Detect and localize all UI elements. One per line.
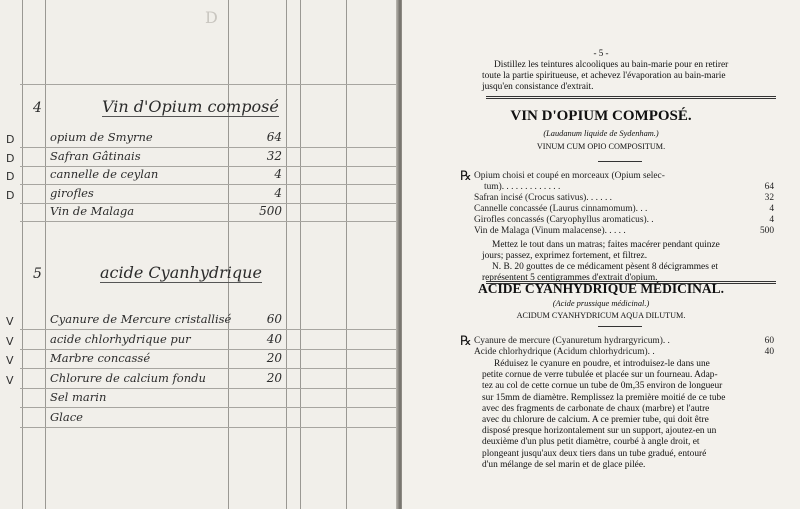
page-number: - 5 - xyxy=(593,48,609,58)
page-letter: D xyxy=(205,8,218,27)
margin-check-mark: V xyxy=(6,373,14,387)
body-line: petite cornue de verre tubulée et placée sur un fourneau. Adap- xyxy=(482,370,718,381)
ingredient-name: Vin de Malaga xyxy=(50,204,135,218)
column-rule xyxy=(228,0,229,509)
ingredient-row xyxy=(474,215,774,226)
ingredient-quantity: 4 xyxy=(769,204,774,214)
ingredient-name: Opium choisi et coupé en morceaux (Opium selec- xyxy=(474,171,665,181)
ingredient-quantity: 20 xyxy=(266,370,282,385)
ingredient-name: Cyanure de mercure (Cyanuretum hydrargyricum). . xyxy=(474,336,670,346)
recipe-title: Vin d'Opium composé xyxy=(102,97,279,116)
ledger-line xyxy=(20,349,398,350)
ingredient-quantity: 500 xyxy=(259,204,282,218)
ingredient-quantity: 4 xyxy=(274,167,282,181)
section-title: VIN D'OPIUM COMPOSÉ. xyxy=(510,108,692,124)
recipe-symbol: ℞ xyxy=(460,168,472,183)
recipe-symbol: ℞ xyxy=(460,333,472,348)
ledger-line xyxy=(20,329,398,330)
column-rule xyxy=(346,0,347,509)
body-line: d'un mélange de sel marin et de glace pilée. xyxy=(482,459,646,470)
column-rule xyxy=(300,0,301,509)
ingredient-name: cannelle de ceylan xyxy=(50,167,159,181)
column-rule xyxy=(286,0,287,509)
ledger-line xyxy=(20,368,398,369)
ingredient-quantity: 60 xyxy=(266,312,282,326)
ingredient-name: Cyanure de Mercure cristallisé xyxy=(50,312,232,326)
ingredient-name: Acide chlorhydrique (Acidum chlorhydricum). . xyxy=(474,347,655,357)
ingredient-name: acide chlorhydrique pur xyxy=(50,331,191,346)
section-latin-name: VINUM CUM OPIO COMPOSITUM. xyxy=(536,142,666,151)
ingredient-quantity: 40 xyxy=(266,331,282,346)
ingredient-quantity: 40 xyxy=(764,347,774,357)
ledger-line xyxy=(20,407,398,408)
body-line: disposé presque horizontalement sur un support, ajoutez-en un xyxy=(482,426,717,437)
ingredient-quantity: 64 xyxy=(266,130,282,144)
ingredient-row xyxy=(474,347,774,358)
ingredient-row xyxy=(474,182,774,193)
body-line: avec des fragments de carbonate de chaux (marbre) et l'autre xyxy=(482,403,710,414)
ingredient-row xyxy=(474,204,774,215)
ingredient-row xyxy=(474,171,774,182)
ingredient-quantity: 64 xyxy=(764,182,774,192)
recipe-number: 5 xyxy=(33,266,42,282)
recipe-title: acide Cyanhydrique xyxy=(100,263,262,282)
section-divider xyxy=(486,96,776,97)
margin-check-mark: V xyxy=(6,354,14,367)
section-subtitle: (Laudanum liquide de Sydenham.) xyxy=(543,129,659,138)
ingredient-name: girofles xyxy=(50,185,94,200)
section-subtitle: (Acide prussique médicinal.) xyxy=(552,299,650,308)
margin-check-mark: D xyxy=(6,133,15,146)
ingredient-name: Glace xyxy=(50,409,83,424)
body-line: tez au col de cette cornue un tube de 0m,35 environ de longueur xyxy=(482,381,723,392)
body-line: sur 15mm de diamètre. Remplissez la première moitié de ce tube xyxy=(482,392,726,403)
intro-line: toute la partie spiritueuse, et achevez l'évaporation au bain-marie xyxy=(482,71,726,81)
short-divider xyxy=(598,326,642,327)
ingredient-name: Chlorure de calcium fondu xyxy=(50,370,206,385)
margin-check-mark: D xyxy=(6,188,15,202)
ingredient-row xyxy=(474,226,774,237)
body-line: deuxième d'un plus petit diamètre, courbé à angle droit, et xyxy=(482,437,700,448)
margin-rule xyxy=(45,0,46,509)
margin-check-mark: D xyxy=(6,170,15,183)
ledger-line xyxy=(20,388,398,389)
body-line: N. B. 20 gouttes de ce médicament pèsent 8 décigrammes et xyxy=(492,262,718,272)
section-title: ACIDE CYANHYDRIQUE MÉDICINAL. xyxy=(478,281,724,296)
ingredient-quantity: 500 xyxy=(759,226,774,236)
intro-line: Distillez les teintures alcooliques au bain-marie pour en retirer xyxy=(494,60,729,70)
body-line: avec du chlorure de calcium. A ce premier tube, qui doit être xyxy=(482,415,709,425)
body-line: Mettez le tout dans un matras; faites macérer pendant quinze xyxy=(492,240,720,250)
ingredient-row xyxy=(474,193,774,204)
ingredient-name: Safran incisé (Crocus sativus). . . . . . xyxy=(474,193,612,203)
intro-line: jusqu'en consistance d'extrait. xyxy=(482,82,594,92)
short-divider xyxy=(598,161,642,162)
ingredient-quantity: 4 xyxy=(769,215,774,225)
ingredient-quantity: 4 xyxy=(274,185,282,200)
ingredient-name: Vin de Malaga (Vinum malacense). . . . . xyxy=(474,226,626,236)
section-divider xyxy=(486,98,776,99)
left-manuscript-page xyxy=(0,0,398,509)
ingredient-name: tum). . . . . . . . . . . . . xyxy=(484,182,561,192)
ingredient-name: Cannelle concassée (Laurus cinnamomum). . . xyxy=(474,204,648,214)
right-printed-page xyxy=(402,0,800,509)
body-line: jours; passez, exprimez fortement, et filtrez. xyxy=(482,251,648,261)
ingredient-row xyxy=(474,336,774,347)
ingredient-quantity: 32 xyxy=(764,193,774,203)
section-latin-name: ACIDUM CYANHYDRICUM AQUA DILUTUM. xyxy=(516,311,686,320)
ingredient-name: Safran Gâtinais xyxy=(50,148,141,163)
ingredient-quantity: 20 xyxy=(266,351,282,365)
ledger-line xyxy=(20,221,398,222)
recipe-number: 4 xyxy=(33,100,42,116)
margin-check-mark: V xyxy=(6,315,14,328)
margin-check-mark: V xyxy=(6,334,14,348)
ingredient-name: Sel marin xyxy=(50,390,107,404)
ingredient-quantity: 60 xyxy=(764,336,774,346)
body-line: Réduisez le cyanure en poudre, et introduisez-le dans une xyxy=(494,359,710,369)
ingredient-name: Girofles concassés (Caryophyllus aromaticus). . xyxy=(474,215,654,225)
margin-check-mark: D xyxy=(6,151,15,165)
ledger-line xyxy=(20,427,398,428)
margin-rule xyxy=(22,0,23,509)
ingredient-name: opium de Smyrne xyxy=(50,130,153,144)
ingredient-quantity: 32 xyxy=(266,148,282,163)
ledger-line xyxy=(20,84,398,85)
body-line: plongeant jusqu'aux deux tiers dans un tube gradué, entouré xyxy=(482,448,707,459)
ingredient-name: Marbre concassé xyxy=(50,351,151,365)
body-line: représentent 5 centigrammes d'extrait d'opium. xyxy=(482,273,658,283)
